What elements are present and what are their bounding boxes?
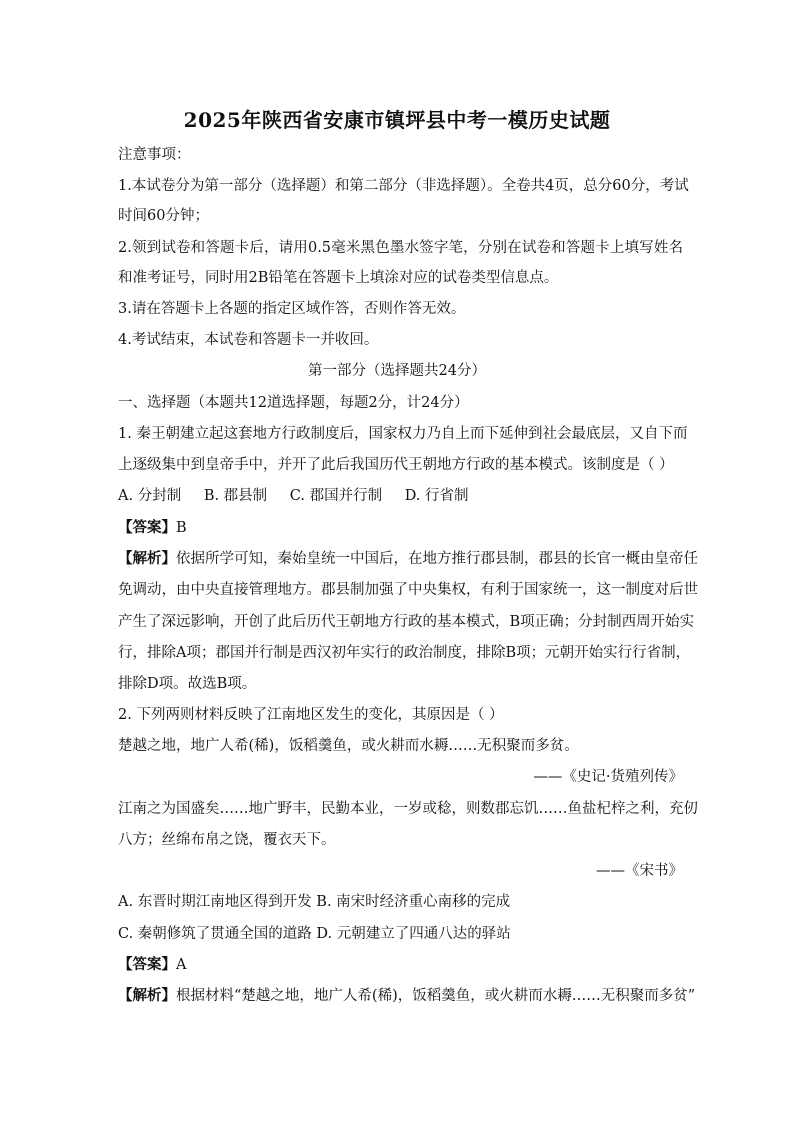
question-1-analysis-line-5: 排除D项。故选B项。: [118, 676, 257, 692]
question-1-analysis-line-1: [118, 549, 698, 569]
answer-value: A: [176, 957, 187, 973]
analysis-label: 【解析】: [118, 550, 176, 567]
analysis-text: 依据所学可知，秦始皇统一中国后，在地方推行郡县制，郡县的长官一概由皇帝任: [176, 551, 698, 567]
question-2-analysis-line-1: [118, 986, 696, 1006]
question-1-option-d: D. 行省制: [404, 488, 469, 504]
question-2-material-2-line-2: 八方；丝绵布帛之饶，覆衣天下。: [118, 832, 336, 848]
question-2-source-1: ——《史记·货殖列传》: [533, 769, 683, 785]
notice-item-2-line-1: 2.领到试卷和答题卡后，请用0.5毫米黑色墨水签字笔，分别在试卷和答题卡上填写姓名: [118, 240, 683, 256]
notice-heading: 注意事项：: [118, 147, 191, 163]
question-2-answer: [118, 955, 683, 975]
question-1-analysis-line-2: 免调动，由中央直接管理地方。郡县制加强了中央集权，有利于国家统一，这一制度对后世: [118, 582, 698, 598]
notice-item-2-line-2: 和准考证号，同时用2B铅笔在答题卡上填涂对应的试卷类型信息点。: [118, 270, 559, 286]
question-2-options-cd: C. 秦朝修筑了贯通全国的道路 D. 元朝建立了四通八达的驿站: [118, 926, 511, 942]
analysis-text: 根据材料“楚越之地，地广人希(稀)，饭稻羹鱼，或火耕而水耨……无积聚而多贫”: [176, 988, 696, 1004]
question-1-line-2: 上逐级集中到皇帝手中，并开了此后我国历代王朝地方行政的基本模式。该制度是（ ）: [118, 457, 674, 473]
answer-label: 【答案】: [118, 956, 176, 973]
question-2-source-2: ——《宋书》: [596, 863, 683, 879]
answer-label: 【答案】: [118, 519, 176, 536]
question-2-line-1: 2. 下列两则材料反映了江南地区发生的变化，其原因是（ ）: [118, 707, 504, 723]
question-1-options: [118, 486, 683, 506]
section-1-heading: 一、选择题（本题共12道选择题，每题2分，计24分）: [118, 395, 469, 411]
question-2-material-1: 楚越之地，地广人希(稀)，饭稻羹鱼，或火耕而水耨……无积聚而多贫。: [118, 738, 579, 754]
question-1-option-a: A. 分封制: [118, 488, 182, 504]
question-1-option-b: B. 郡县制: [203, 488, 268, 504]
question-1-answer: [118, 518, 683, 538]
question-1-option-c: C. 郡国并行制: [289, 488, 383, 504]
notice-item-1-line-2: 时间60分钟；: [118, 208, 209, 224]
page-title: 2025年陕西省安康市镇坪县中考一模历史试题: [183, 108, 611, 132]
question-2-material-2-line-1: 江南之为国盛矣……地广野丰，民勤本业，一岁或稔，则数郡忘饥……鱼盐杞梓之利，充仞: [118, 801, 698, 817]
question-1-analysis-line-3: 产生了深远影响，开创了此后历代王朝地方行政的基本模式，B项正确；分封制西周开始实: [118, 614, 695, 630]
notice-item-3: 3.请在答题卡上各题的指定区域作答，否则作答无效。: [118, 301, 466, 317]
notice-item-4: 4.考试结束，本试卷和答题卡一并收回。: [118, 332, 379, 348]
notice-item-1-line-1: 1.本试卷分为第一部分（选择题）和第二部分（非选择题）。全卷共4页，总分60分，考试: [118, 178, 689, 194]
question-2-options-ab: A. 东晋时期江南地区得到开发 B. 南宋时经济重心南移的完成: [118, 894, 511, 910]
question-1-line-1: 1. 秦王朝建立起这套地方行政制度后，国家权力乃自上而下延伸到社会最底层，又自下而: [118, 426, 688, 442]
answer-value: B: [176, 520, 187, 536]
part-1-heading: 第一部分（选择题共24分）: [308, 363, 486, 379]
question-1-analysis-line-4: 行，排除A项；郡国并行制是西汉初年实行的政治制度，排除B项；元朝开始实行行省制，: [118, 645, 691, 661]
analysis-label: 【解析】: [118, 987, 176, 1004]
